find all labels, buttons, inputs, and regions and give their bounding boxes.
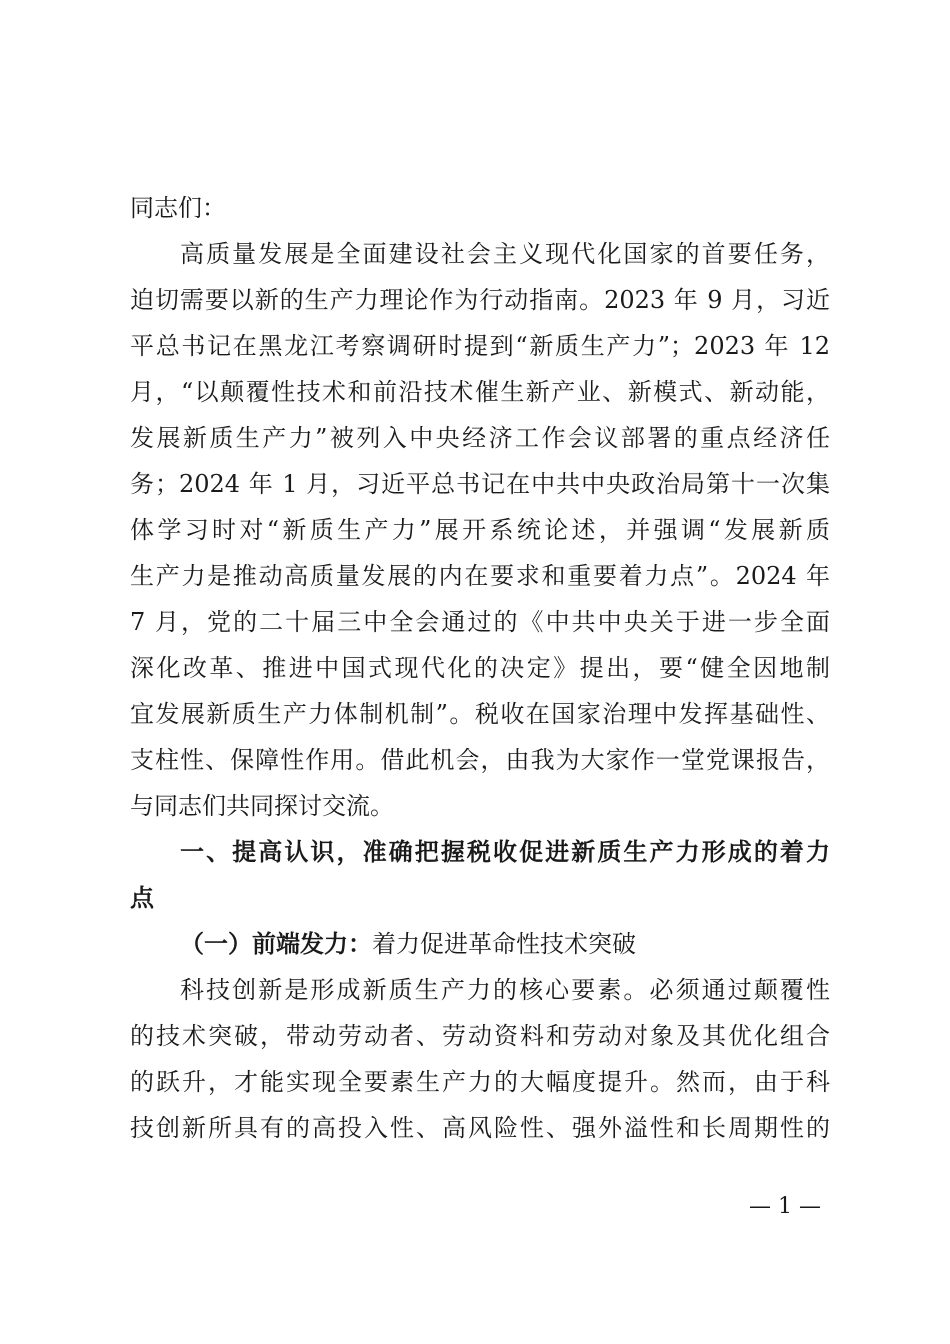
paragraph-line: 深化改革、推进中国式现代化的决定》提出，要“健全因地制 [130, 654, 830, 682]
paragraph-line: 月，“以颠覆性技术和前沿技术催生新产业、新模式、新动能， [130, 378, 830, 406]
paragraph-line: 的跃升，才能实现全要素生产力的大幅度提升。然而，由于科 [130, 1068, 830, 1096]
paragraph-line: 发展新质生产力”被列入中央经济工作会议部署的重点经济任 [130, 424, 830, 452]
subsection-title: 着力促进革命性技术突破 [372, 930, 636, 958]
section-heading-line: 一、提高认识，准确把握税收促进新质生产力形成的着力 [180, 838, 830, 866]
paragraph-line: 宜发展新质生产力体制机制”。税收在国家治理中发挥基础性、 [130, 700, 830, 728]
paragraph-line: 生产力是推动高质量发展的内在要求和重要着力点”。2024 年 [130, 562, 830, 590]
subsection-heading [180, 928, 636, 960]
paragraph-line: 的技术突破，带动劳动者、劳动资料和劳动对象及其优化组合 [130, 1022, 830, 1050]
paragraph-line: 科技创新是形成新质生产力的核心要素。必须通过颠覆性 [180, 976, 830, 1004]
greeting: 同志们： [130, 194, 226, 222]
subsection-lead: （一）前端发力： [180, 930, 372, 958]
section-heading-line: 点 [130, 884, 154, 912]
paragraph-line: 高质量发展是全面建设社会主义现代化国家的首要任务， [180, 240, 830, 268]
paragraph-line: 技创新所具有的高投入性、高风险性、强外溢性和长周期性的 [130, 1114, 830, 1142]
paragraph-line: 支柱性、保障性作用。借此机会，由我为大家作一堂党课报告， [130, 746, 830, 774]
paragraph-line: 平总书记在黑龙江考察调研时提到“新质生产力”；2023 年 12 [130, 332, 830, 360]
paragraph-line: 体学习时对“新质生产力”展开系统论述，并强调“发展新质 [130, 516, 830, 544]
paragraph-line: 务；2024 年 1 月，习近平总书记在中共中央政治局第十一次集 [130, 470, 830, 498]
paragraph-line: 7 月，党的二十届三中全会通过的《中共中央关于进一步全面 [130, 608, 830, 636]
page-number: — 1 — [749, 1194, 821, 1219]
paragraph-line: 迫切需要以新的生产力理论作为行动指南。2023 年 9 月，习近 [130, 286, 830, 314]
paragraph-line: 与同志们共同探讨交流。 [130, 792, 394, 820]
